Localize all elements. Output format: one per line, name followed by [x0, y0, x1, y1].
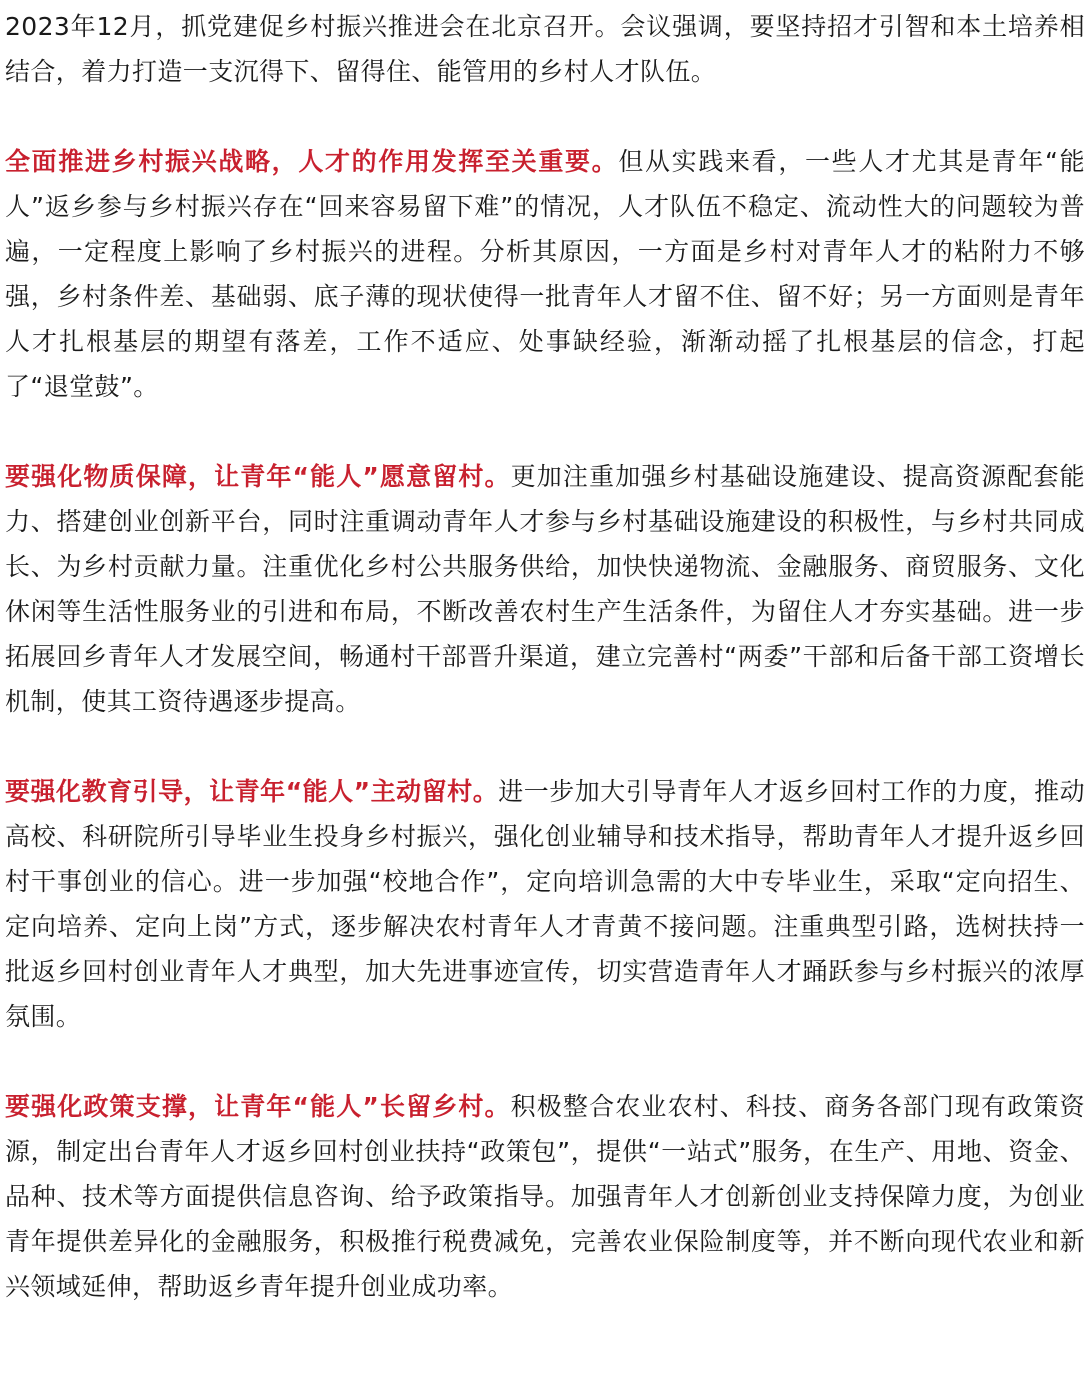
section-body-4: 积极整合农业农村、科技、商务各部门现有政策资源，制定出台青年人才返乡回村创业扶持“政策包”，提供“一站式”服务，在生产、用地、资金、品种、技术等方面提供信息咨询、给予政策指导。加强青年人才创新创业支持保障力度，为创业青年提供差异化的金融服务，积极推行税费减免，完善农业保险制度等，并不断向现代农业和新兴领域延伸，帮助返乡青年提升创业成功率。	[5, 1092, 1085, 1301]
section-paragraph-4	[5, 1084, 1085, 1309]
section-heading-2: 要强化物质保障，让青年“能人”愿意留村。	[5, 462, 511, 491]
section-heading-3: 要强化教育引导，让青年“能人”主动留村。	[5, 777, 499, 806]
section-body-2: 更加注重加强乡村基础设施建设、提高资源配套能力、搭建创业创新平台，同时注重调动青年人才参与乡村基础设施建设的积极性，与乡村共同成长、为乡村贡献力量。注重优化乡村公共服务供给，加快快递物流、金融服务、商贸服务、文化休闲等生活性服务业的引进和布局，不断改善农村生产生活条件，为留住人才夯实基础。进一步拓展回乡青年人才发展空间，畅通村干部晋升渠道，建立完善村“两委”干部和后备干部工资增长机制，使其工资待遇逐步提高。	[5, 462, 1085, 716]
intro-text: 2023年12月，抓党建促乡村振兴推进会在北京召开。会议强调，要坚持招才引智和本土培养相结合，着力打造一支沉得下、留得住、能管用的乡村人才队伍。	[5, 12, 1085, 86]
section-body-3: 进一步加大引导青年人才返乡回村工作的力度，推动高校、科研院所引导毕业生投身乡村振兴，强化创业辅导和技术指导，帮助青年人才提升返乡回村干事创业的信心。进一步加强“校地合作”，定向培训急需的大中专毕业生，采取“定向招生、定向培养、定向上岗”方式，逐步解决农村青年人才青黄不接问题。注重典型引路，选树扶持一批返乡回村创业青年人才典型，加大先进事迹宣传，切实营造青年人才踊跃参与乡村振兴的浓厚氛围。	[5, 777, 1085, 1031]
section-paragraph-2	[5, 454, 1085, 724]
section-body-1: 但从实践来看，一些人才尤其是青年“能人”返乡参与乡村振兴存在“回来容易留下难”的情况，人才队伍不稳定、流动性大的问题较为普遍，一定程度上影响了乡村振兴的进程。分析其原因，一方面是乡村对青年人才的粘附力不够强，乡村条件差、基础弱、底子薄的现状使得一批青年人才留不住、留不好；另一方面则是青年人才扎根基层的期望有落差，工作不适应、处事缺经验，渐渐动摇了扎根基层的信念，打起了“退堂鼓”。	[5, 147, 1086, 401]
article-body	[5, 4, 1085, 1309]
section-heading-4: 要强化政策支撑，让青年“能人”长留乡村。	[5, 1092, 511, 1121]
intro-paragraph	[5, 4, 1085, 94]
section-paragraph-3	[5, 769, 1085, 1039]
section-heading-1: 全面推进乡村振兴战略，人才的作用发挥至关重要。	[5, 147, 619, 176]
section-paragraph-1	[5, 139, 1085, 409]
